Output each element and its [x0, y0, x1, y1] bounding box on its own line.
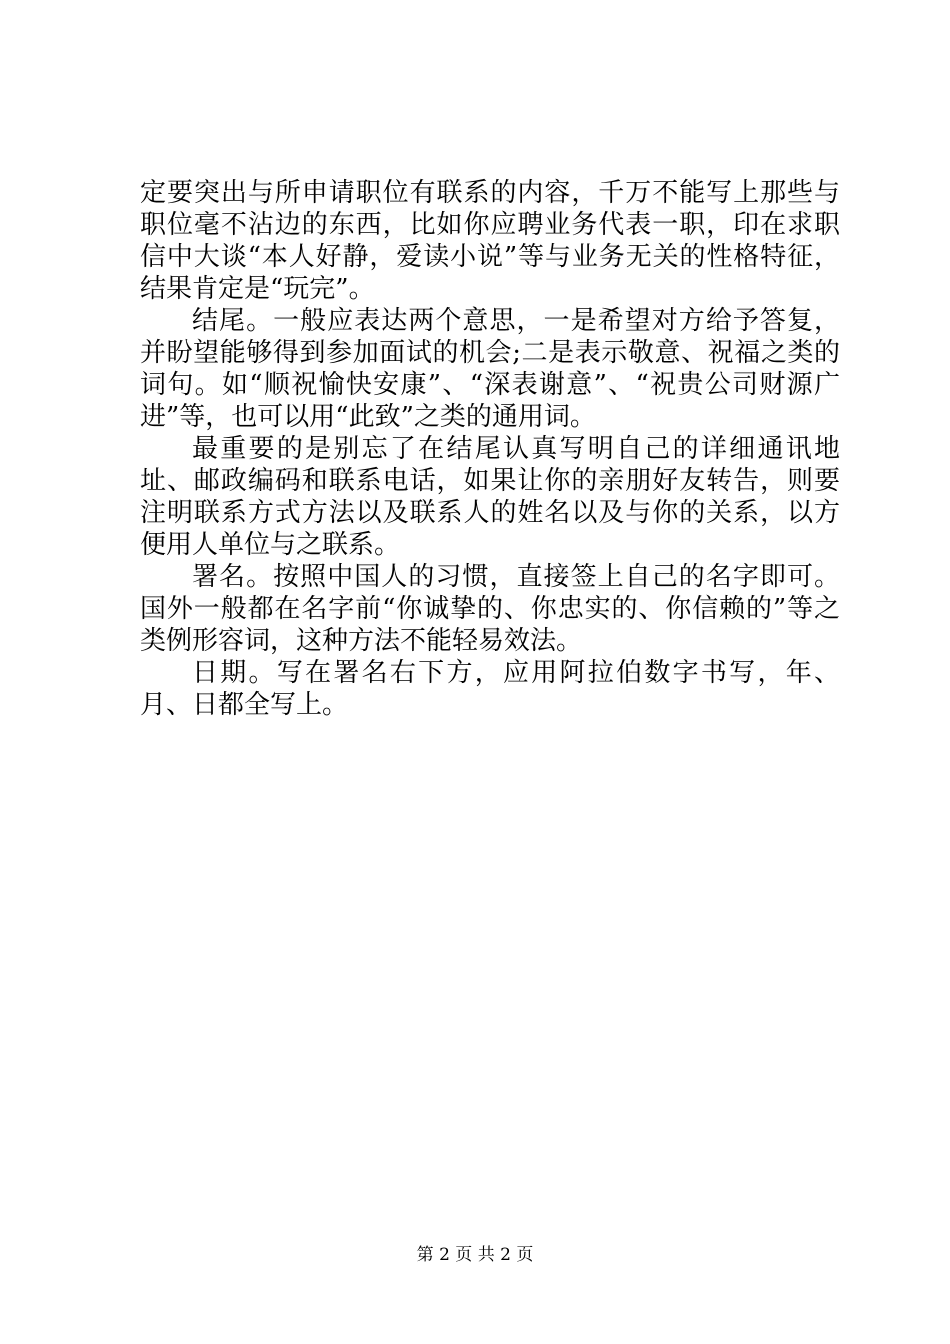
paragraph-date: 日期。写在署名右下方，应用阿拉伯数字书写，年、月、日都全写上。 — [140, 658, 840, 720]
document-body — [140, 177, 840, 721]
paragraph-contact-info: 最重要的是别忘了在结尾认真写明自己的详细通讯地址、邮政编码和联系电话，如果让你的亲朋好友转告，则要注明联系方式方法以及联系人的姓名以及与你的关系，以方便用人单位与之联系。 — [140, 434, 840, 560]
page-number-footer: 第 2 页 共 2 页 — [416, 1245, 534, 1265]
paragraph-signature: 署名。按照中国人的习惯，直接签上自己的名字即可。国外一般都在名字前“你诚挚的、你忠实的、你信赖的”等之类例形容词，这种方法不能轻易效法。 — [140, 562, 840, 656]
paragraph-requirements-continued: 定要突出与所申请职位有联系的内容，千万不能写上那些与职位毫不沾边的东西，比如你应聘业务代表一职，印在求职信中大谈“本人好静，爱读小说”等与业务无关的性格特征，结果肯定是“玩完”。 — [140, 178, 840, 304]
paragraph-closing: 结尾。一般应表达两个意思，一是希望对方给予答复，并盼望能够得到参加面试的机会;二是表示敬意、祝福之类的词句。如“顺祝愉快安康”、“深表谢意”、“祝贵公司财源广进”等，也可以用“此致”之类的通用词。 — [140, 306, 840, 432]
